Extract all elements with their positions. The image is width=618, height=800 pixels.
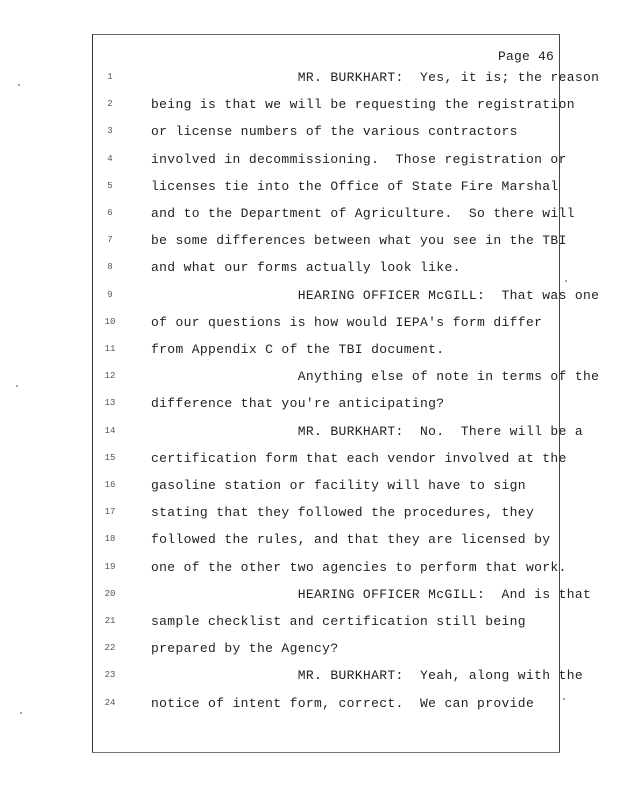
line-number: 12: [104, 371, 116, 382]
scan-speck: [16, 385, 18, 387]
transcript-line: involved in decommissioning. Those registration or: [151, 151, 567, 167]
transcript-line: of our questions is how would IEPA's form differ: [151, 314, 543, 330]
line-number: 16: [104, 480, 116, 490]
line-number: 18: [104, 534, 116, 545]
transcript-line: from Appendix C of the TBI document.: [151, 342, 445, 357]
line-number: 17: [104, 507, 116, 518]
line-number: 6: [107, 208, 113, 218]
line-number: 9: [107, 289, 113, 300]
line-number: 10: [104, 316, 116, 327]
line-number: 3: [107, 126, 113, 137]
transcript-line: sample checklist and certification still being: [151, 614, 526, 629]
transcript-line: followed the rules, and that they are licensed by: [151, 532, 551, 548]
line-number: 13: [104, 398, 116, 409]
transcript-line: MR. BURKHART: Yes, it is; the reason: [151, 70, 600, 85]
transcript-line: licenses tie into the Office of State Fire Marshal: [151, 178, 559, 194]
transcript-line: MR. BURKHART: No. There will be a: [151, 423, 584, 439]
line-number: 19: [104, 561, 116, 572]
scan-speck: [563, 698, 565, 700]
line-number: 14: [104, 425, 116, 436]
transcript-line: MR. BURKHART: Yeah, along with the: [151, 668, 584, 684]
line-number: 24: [104, 697, 116, 708]
transcript-line: HEARING OFFICER McGILL: And is that: [151, 586, 592, 602]
transcript-line: be some differences between what you see in the TBI: [151, 233, 567, 249]
transcript-line: or license numbers of the various contractors: [151, 124, 518, 140]
transcript-line: Anything else of note in terms of the: [151, 369, 600, 385]
transcript-line: stating that they followed the procedures, they: [151, 505, 535, 521]
line-number: 15: [104, 452, 116, 463]
line-number: 22: [104, 643, 116, 654]
line-number: 23: [104, 670, 116, 681]
line-number: 20: [104, 588, 116, 599]
transcript-line: and to the Department of Agriculture. So there will: [151, 206, 575, 221]
line-number: 4: [107, 153, 113, 164]
transcript-line: gasoline station or facility will have to sign: [151, 478, 526, 493]
line-number: 7: [107, 235, 113, 246]
transcript-line: HEARING OFFICER McGILL: That was one: [151, 287, 600, 303]
transcript-line: certification form that each vendor involved at the: [151, 450, 567, 466]
transcript-line: one of the other two agencies to perform that work.: [151, 559, 567, 575]
line-number: 8: [107, 262, 113, 273]
scan-speck: [20, 712, 22, 714]
transcript-line: being is that we will be requesting the registration: [151, 97, 575, 113]
scan-speck: [565, 280, 567, 282]
transcript-line: prepared by the Agency?: [151, 641, 339, 657]
transcript-line: and what our forms actually look like.: [151, 260, 461, 276]
scan-speck: [18, 84, 20, 86]
line-number: 11: [104, 344, 116, 354]
line-number: 5: [107, 180, 113, 191]
transcript-line: difference that you're anticipating?: [151, 396, 445, 412]
page-number: Page 46: [497, 49, 554, 64]
line-number: 2: [107, 99, 113, 110]
line-number: 1: [107, 72, 113, 82]
line-number: 21: [104, 616, 116, 626]
transcript-line: notice of intent form, correct. We can provide: [151, 695, 535, 711]
